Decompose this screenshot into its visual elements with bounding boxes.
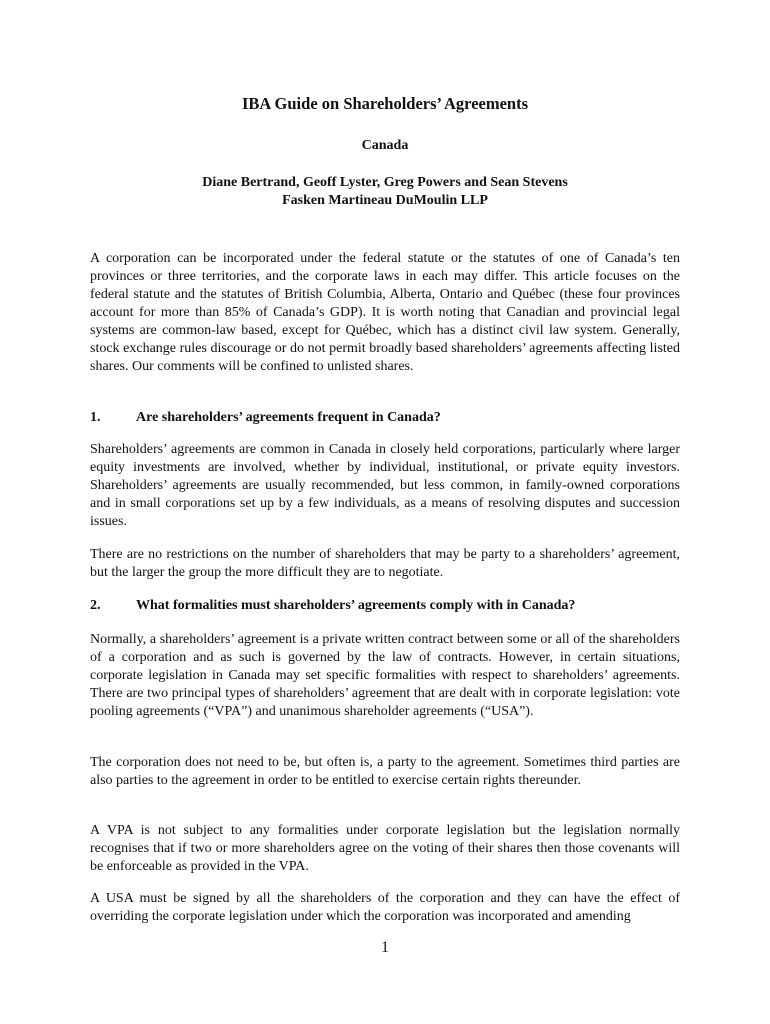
author-names: Diane Bertrand, Geoff Lyster, Greg Powers and Sean Stevens — [202, 175, 568, 190]
section-heading-2 — [90, 597, 680, 615]
document-title: IBA Guide on Shareholders’ Agreements — [241, 94, 529, 113]
section-2-paragraph-2: The corporation does not need to be, but often is, a party to the agreement. Sometimes third parties are also parties to the agreement in order to be entitled to exercise certain rights thereunder. — [90, 755, 680, 788]
section-number-1: 1. — [90, 410, 101, 425]
section-number-2: 2. — [90, 598, 101, 613]
law-firm-name: Fasken Martineau DuMoulin LLP — [282, 193, 488, 208]
section-1-paragraph-2: There are no restrictions on the number of shareholders that may be party to a shareholders’ agreement, but the larger the group the more difficult they are to negotiate. — [90, 547, 680, 580]
page-number: 1 — [381, 939, 389, 956]
section-1-paragraph-1: Shareholders’ agreements are common in Canada in closely held corporations, particularly where larger equity investments are involved, whether by individual, institutional, or private equity investors. Shareholders’ agreements are usually recommended, but less common, in family-owned corporations and in small corporations set up by a few individuals, as a means of resolving disputes and succession issues. — [90, 442, 680, 529]
section-2-paragraph-4: A USA must be signed by all the shareholders of the corporation and they can have the effect of overriding the corporate legislation under which the corporation was incorporated and amending — [90, 891, 680, 924]
author-block — [0, 174, 770, 210]
document-jurisdiction: Canada — [361, 138, 409, 153]
section-title-2: What formalities must shareholders’ agreements comply with in Canada? — [136, 598, 576, 613]
section-2-paragraph-1: Normally, a shareholders’ agreement is a private written contract between some or all of the shareholders of a corporation and as such is governed by the law of contracts. However, in certain situations, corporate legislation in Canada may set specific formalities with respect to shareholders’ agreements. There are two principal types of shareholders’ agreement that are dealt with in corporate legislation: vote pooling agreements (“VPA”) and unanimous shareholder agreements (“USA”). — [90, 632, 680, 719]
section-heading-1 — [90, 409, 680, 427]
section-title-1: Are shareholders’ agreements frequent in Canada? — [136, 410, 441, 425]
section-2-paragraph-3: A VPA is not subject to any formalities under corporate legislation but the legislation normally recognises that if two or more shareholders agree on the voting of their shares then those covenants will be enforceable as provided in the VPA. — [90, 823, 680, 874]
intro-paragraph: A corporation can be incorporated under the federal statute or the statutes of one of Canada’s ten provinces or three territories, and the corporate laws in each may differ. This article focuses on the federal statute and the statutes of British Columbia, Alberta, Ontario and Québec (these four provinces account for more than 85% of Canada’s GDP). It is worth noting that Canadian and provincial legal systems are common-law based, except for Québec, which has a distinct civil law system. Generally, stock exchange rules discourage or do not permit broadly based shareholders’ agreements affecting listed shares. Our comments will be confined to unlisted shares. — [90, 251, 680, 374]
